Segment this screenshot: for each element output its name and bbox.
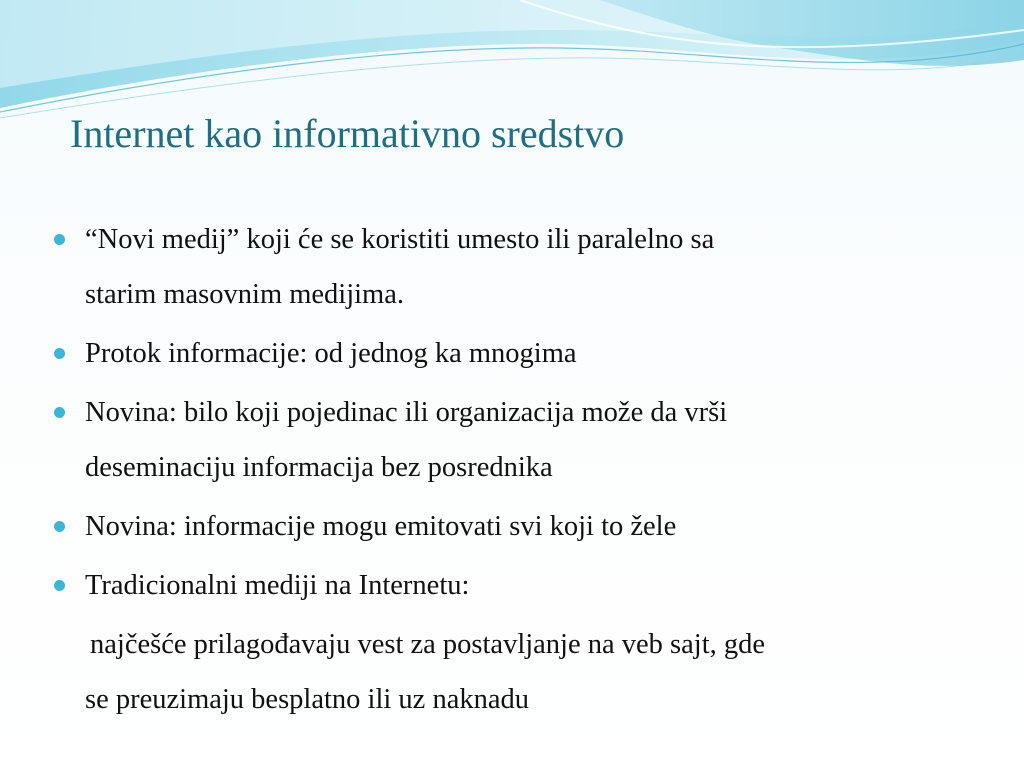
continuation-line: se preuzimaju besplatno ili uz naknadu [85,684,529,715]
bullet-text-line: Protok informacije: od jednog ka mnogima [85,338,577,369]
bullet-dot-icon [54,521,65,532]
bullet-item [52,326,952,381]
bullet-text-line: “Novi medij” koji će se koristiti umesto ili paralelno sa [85,224,715,255]
bullet-item [52,385,952,495]
continuation-line: najčešće prilagođavaju vest za postavljanje na veb sajt, gde [90,629,766,660]
continuation-paragraph [52,617,952,727]
bullet-dot-icon [54,407,65,418]
bullet-dot-icon [54,348,65,359]
bullet-item [52,558,952,613]
bullet-text-line: deseminaciju informacija bez posrednika [85,452,553,483]
bullet-item [52,499,952,554]
slide-title: Internet kao informativno sredstvo [70,111,625,156]
bullet-text-line: Novina: informacije mogu emitovati svi koji to žele [85,511,677,542]
bullet-item [52,212,952,322]
bullet-list [52,212,952,727]
bullet-dot-icon [54,234,65,245]
bullet-text-line: Novina: bilo koji pojedinac ili organizacija može da vrši [85,397,728,428]
bullet-dot-icon [54,580,65,591]
bullet-text-line: Tradicionalni mediji na Internetu: [85,570,470,601]
bullet-text-line: starim masovnim medijima. [85,279,404,310]
